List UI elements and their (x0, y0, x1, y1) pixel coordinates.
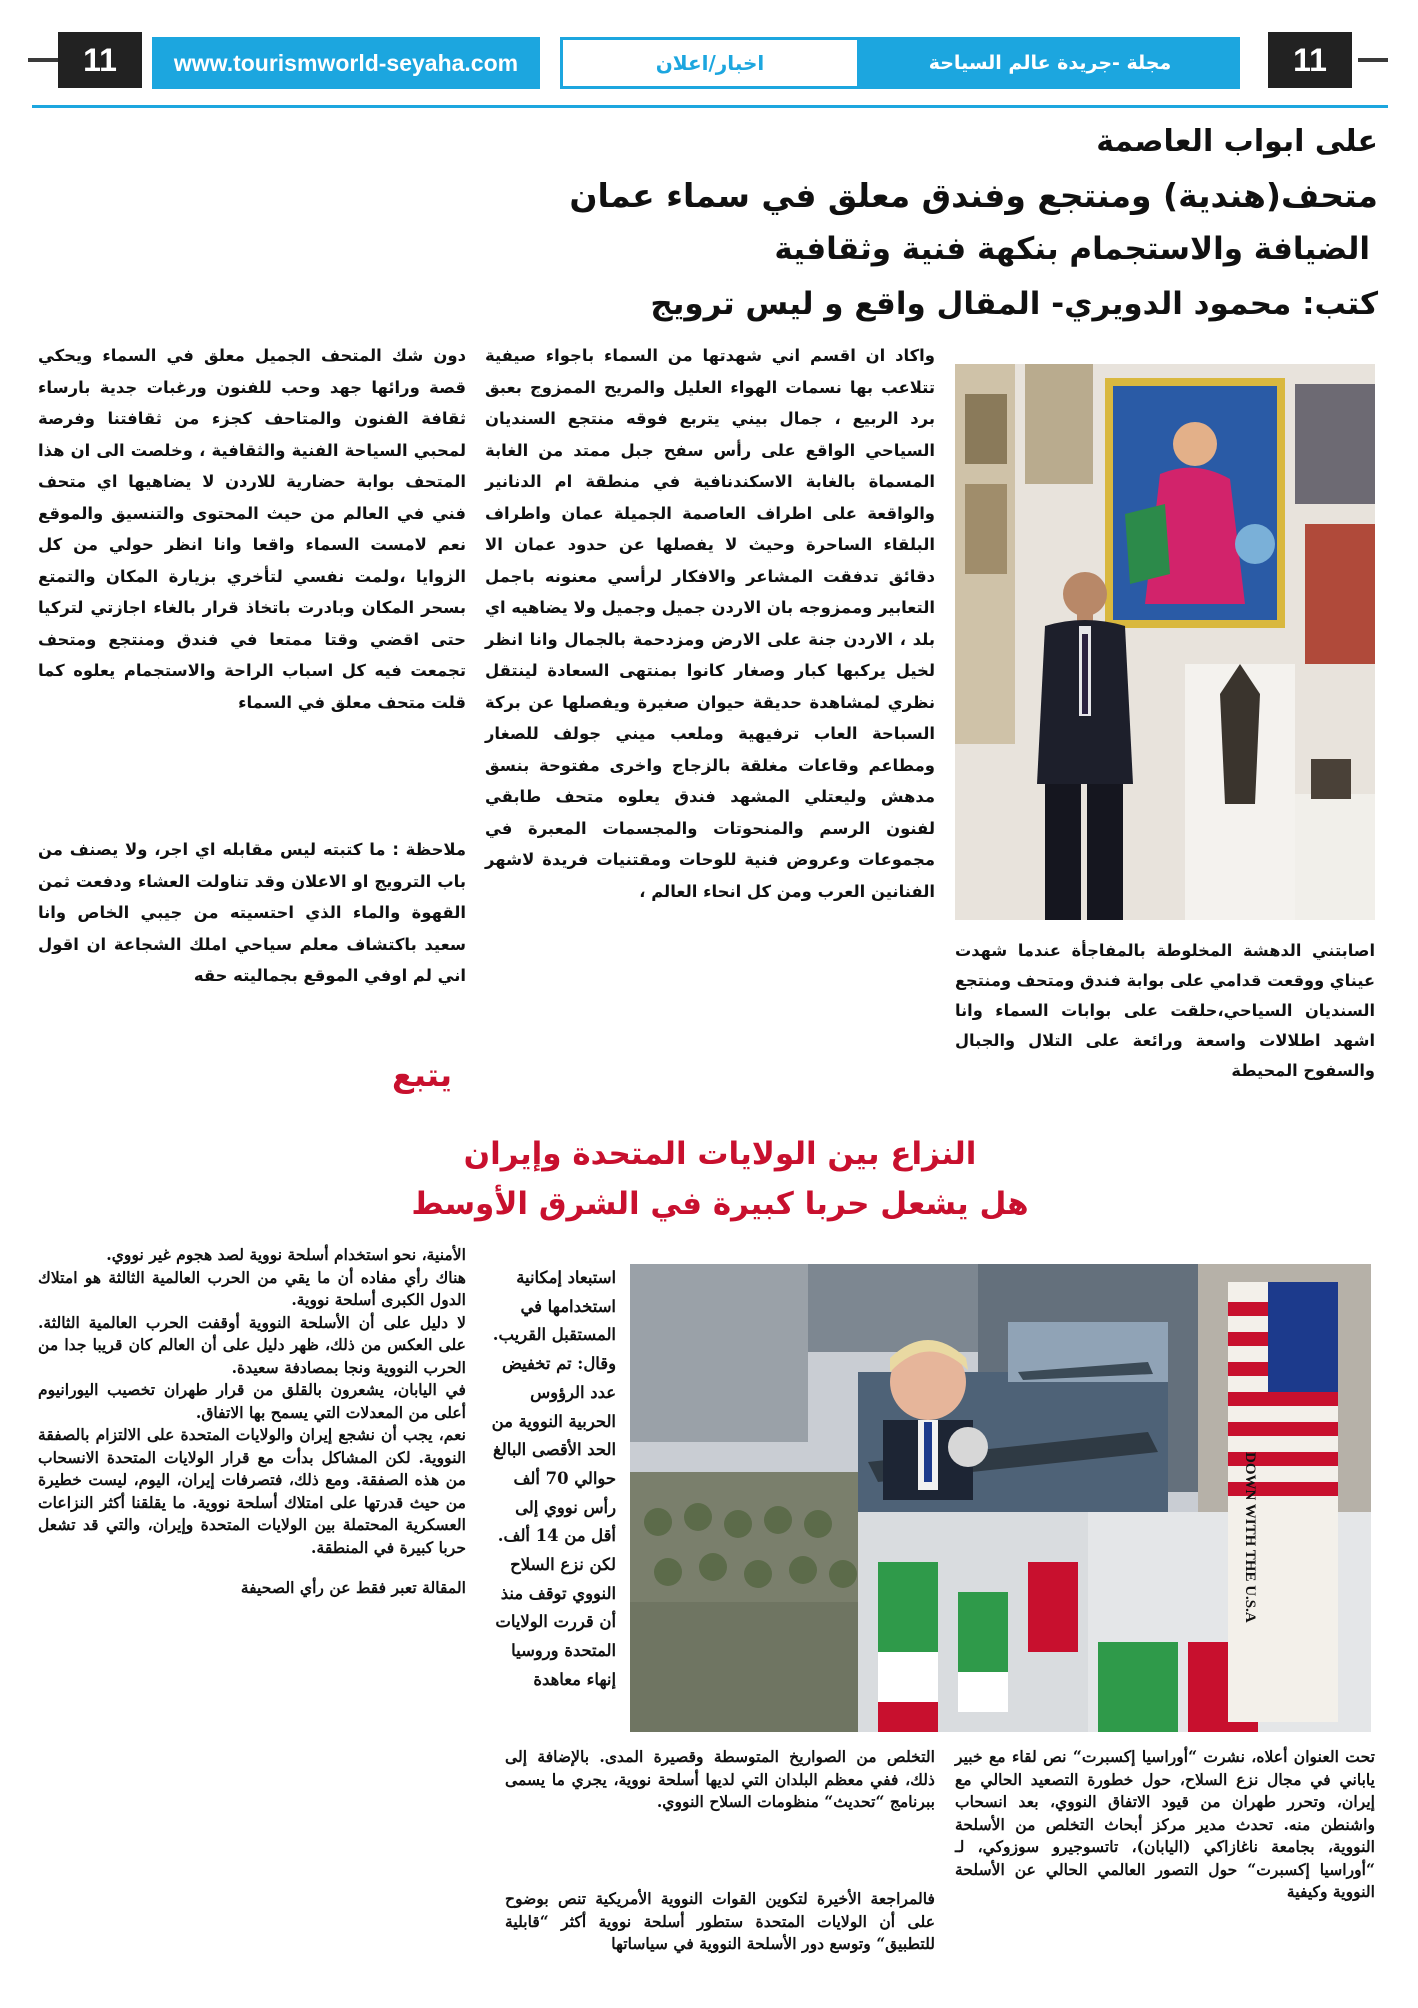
article2-left-p5: نعم، يجب أن نشجع إيران والولايات المتحدة على الالتزام بالصفقة النووية. لكن المشاكل بدأت مع قرار الولايات المتحدة الانسحاب من هذه الصفقة. ومع ذلك، فتصرفات إيران، اليوم، ليست خطيرة من حيث قدرتها على امتلاك أسلحة نووية. ما يقلقنا أكثر النزاعات العسكرية المحتملة بين الولايات المتحدة وإيران، والتي قد تشعل حربا كبيرة في المنطقة. (38, 1425, 466, 1557)
article1-kicker: على ابواب العاصمة (1096, 124, 1378, 159)
conflict-collage (628, 1262, 1373, 1734)
article2-headline-line2: هل يشعل حربا كبيرة في الشرق الأوسط (411, 1186, 1029, 1222)
article1-headline: متحف(هندية) ومنتجع وفندق معلق في سماء عمان (569, 176, 1378, 215)
article2-left-p3: لا دليل على أن الأسلحة النووية أوقفت الحرب العالمية الثالثة. على العكس من ذلك، ظهر دليل على أن العالم كان قريبا جدا من الحرب النووية ونجا بمصادفة سعيدة. (38, 1312, 466, 1377)
article1-left-column: دون شك المتحف الجميل معلق في السماء ويحكي قصة ورائها جهد وحب للفنون ورغبات جدية بارساء ثقافة الفنون والمتاحف كجزء من ثقافتنا وفرصة لمحبي السياحة الفنية والثقافية ، وخلصت الى ان هذا المتحف بوابة حضارية للاردن لا يضاهيها اي متحف فني في العالم من حيث المحتوى والتنسيق والموقع نعم لامست السماء واقعا وانا انظر حولي من كل الزوايا ،ولمت نفسي لتأخري بزيارة المكان والتمتع بسحر المكان وبادرت باتخاذ قرار بالغاء اجازتي لتركيا حتى اقضي وقتا ممتعا في فندق ومنتجع ومتحف تجمعت فيه كل اسباب الراحة والاستجمام يعلوه كما قلت متحف معلق في السماء (38, 346, 466, 712)
header-underline (32, 105, 1388, 108)
header-rule-left (28, 58, 58, 62)
gallery-photo (955, 364, 1375, 920)
page-number-left: 11 (58, 32, 142, 88)
gallery-photo-illustration (955, 364, 1375, 920)
article2-headline-line1: النزاع بين الولايات المتحدة وإيران (463, 1136, 977, 1172)
website-url[interactable]: www.tourismworld-seyaha.com (152, 37, 540, 89)
article2-middle-narrow-column: استبعاد إمكانية استخدامها في المستقبل القريب. وقال: تم تخفيض عدد الرؤوس الحربية النووية من الحد الأقصى البالغ حوالي 70 ألف رأس نووي إلى أقل من 14 ألف. لكن نزع السلاح النووي توقف منذ أن قررت الولايات المتحدة وروسيا إنهاء معاهدة (491, 1268, 616, 1689)
article2-middle-column-1: التخلص من الصواريخ المتوسطة وقصيرة المدى. بالإضافة إلى ذلك، ففي معظم البلدان التي لديها أسلحة نووية، يجري ما يسمى ببرنامج “تحديث“ منظومات السلاح النووي. (505, 1747, 935, 1811)
article2-left-p4: في اليابان، يشعرون بالقلق من قرار طهران تخصيب اليورانيوم أعلى من المعدلات التي يسمح بها الاتفاق. (38, 1380, 466, 1422)
page-number-right: 11 (1268, 32, 1352, 88)
article1-note: ملاحظة : ما كتبته ليس مقابله اي اجر، ولا يصنف من باب الترويج او الاعلان وقد تناولت العشاء ودفعت ثمن القهوة والماء الذي احتسيته من جيبي الخاص وانا سعيد باكتشاف معلم سياحي املك الشجاعة ان اقول اني لم اوفي الموقع بجماليته حقه (38, 840, 466, 985)
article2-left-p2: هناك رأي مفاده أن ما يقي من الحرب العالمية الثالثة هو امتلاك الدول الكبرى أسلحة نووية. (38, 1267, 466, 1309)
article1-byline: كتب: محمود الدويري- المقال واقع و ليس ترويج (650, 286, 1378, 322)
article2-left-column (38, 1244, 466, 1600)
article2-left-p1: الأمنية، نحو استخدام أسلحة نووية لصد هجوم غير نووي. (106, 1245, 466, 1264)
collage-sign-text: DOWN WITH THE U.S.A (1242, 1452, 1258, 1623)
conflict-collage-illustration (628, 1262, 1373, 1734)
article2-right-column: تحت العنوان أعلاه، نشرت “أوراسيا إكسبرت“ نص لقاء مع خبير ياباني في مجال نزع السلاح، حول خطورة التصعيد الحالي مع إيران، وتحرر طهران من قيود الاتفاق النووي، بعد انسحاب واشنطن منه. تحدث مدير مركز أبحاث التخلص من الأسلحة النووية، بجامعة ناغازاكي (اليابان)، تاتسوجيرو سوزوكي، لـ “أوراسيا إكسبرت“ حول التصور العالمي الحالي عن الأسلحة النووية وكيفية (955, 1747, 1375, 1901)
article2-disclaimer: المقالة تعبر فقط عن رأي الصحيفة (240, 1578, 466, 1597)
article1-middle-column: واكاد ان اقسم اني شهدتها من السماء باجواء صيفية تتلاعب بها نسمات الهواء العليل والمريح الممزوج بعبق برد الربيع ، جمال بيني يتربع فوقه منتجع السنديان السياحي الواقع على رأس سفح جبل ممتد من الغابة المسماة بالغابة الاسكندنافية في منطقة ام الدنانير والواقعة على اطراف العاصمة الجميلة عمان واطراف البلقاء الساحرة وحيث لا يفصلها عن حدود عمان الا دقائق تدفقت المشاعر والافكار لرأسي معنونه باجمل التعابير وممزوجه بان الاردن جميل وجميل ولا يضاهيه اي بلد ، الاردن جنة على الارض ومزدحمة بالجمال وانا انظر لخيل يركبها كبار وصغار كانوا بمنتهى السعادة لينتقل نظري لمشاهدة حديقة حيوان صغيرة ويفصلها عن بركة السباحة العاب ترفيهية وملعب ميني جولف للصغار ومطاعم وقاعات مغلقة بالزجاج واخرى مفتوحة بنسق مدهش وليعتلي المشهد فندق يعلوه متحف طابقي لفنون الرسم والمنحوتات والمجسمات المعبرة في مجموعات وعروض فنية للوحات ومقتنيات فريدة لاشهر الفنانين العرب ومن كل انحاء العالم ، (485, 346, 935, 901)
article1-subheadline: الضيافة والاستجمام بنكهة فنية وثقافية (774, 231, 1370, 267)
article2-middle-column-2: فالمراجعة الأخيرة لتكوين القوات النووية الأمريكية تنص بوضوح على أن الولايات المتحدة ستطور أسلحة نووية أكثر “قابلية للتطبيق“ وتوسع دور الأسلحة النووية في سياساتها (505, 1889, 935, 1953)
publication-name: مجلة -جريدة عالم السياحة (860, 37, 1240, 89)
photo-caption: اصابتني الدهشة المخلوطة بالمفاجأة عندما شهدت عيناي ووقعت قدامي على بوابة فندق ومتحف ومنتجع السنديان السياحي،حلقت على بوابات السماء وانا اشهد اطلالات واسعة ورائعة على التلال والجبال والسفوح المحيطة (955, 941, 1375, 1080)
header-rule-right (1358, 58, 1388, 62)
to-be-continued: يتبع (392, 1056, 452, 1094)
section-label: اخبار/اعلان (560, 37, 860, 89)
